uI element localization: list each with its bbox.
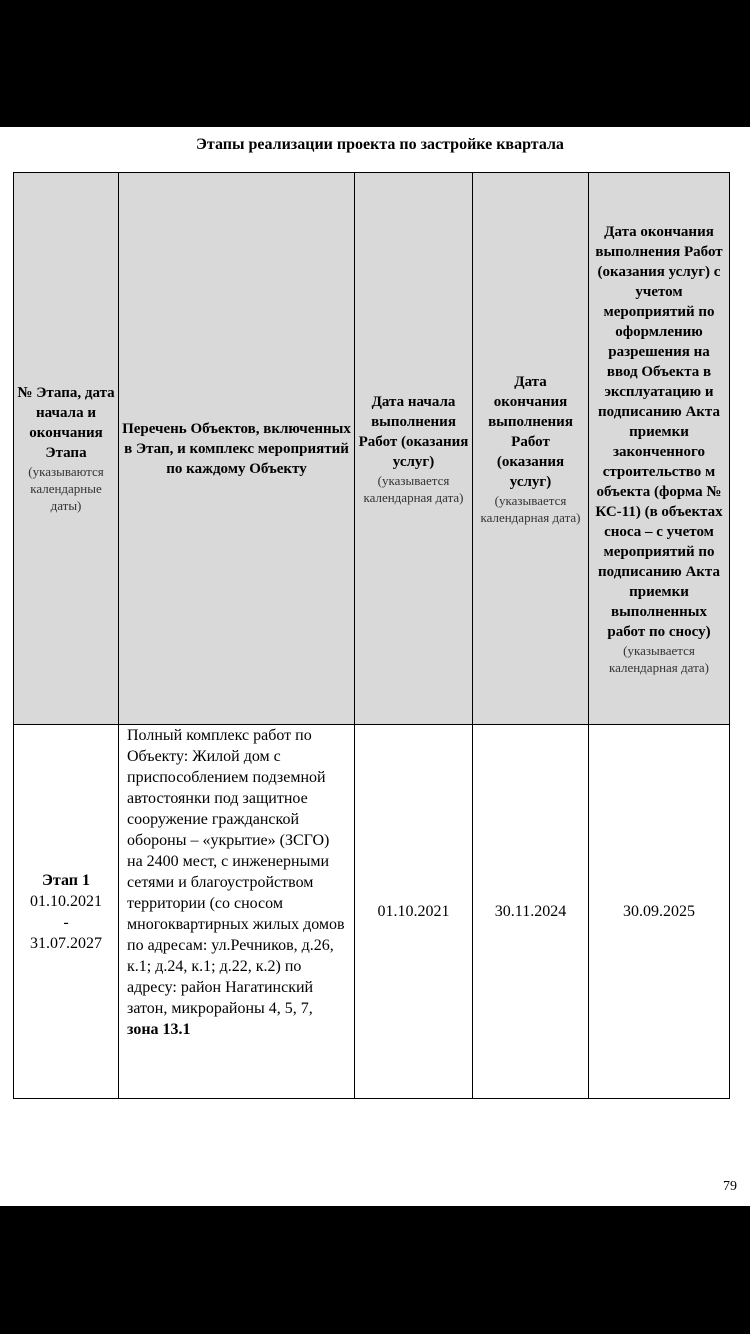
- stage-end: 31.07.2027: [30, 934, 102, 952]
- cell-end-date: 30.11.2024: [473, 725, 589, 1099]
- cell-start-date: 01.10.2021: [355, 725, 473, 1099]
- header-start-date-label: Дата начала выполнения Работ (оказания услуг): [358, 393, 469, 470]
- header-stage-note: (указываются календарные даты): [28, 464, 104, 513]
- table-header-row: [14, 173, 730, 725]
- header-stage: [14, 173, 119, 725]
- header-start-date-note: (указывается календарная дата): [363, 472, 464, 505]
- header-final-date-note: (указывается календарная дата): [608, 642, 710, 675]
- header-end-date-label: Дата окончания выполнения Работ (оказания услуг): [488, 373, 573, 490]
- header-final-date: [589, 173, 730, 725]
- cell-description: [119, 725, 355, 1099]
- header-objects-label: Перечень Объектов, включенных в Этап, и комплекс мероприятий по каждому Объекту: [122, 420, 351, 477]
- document-page: [0, 127, 750, 1206]
- header-stage-label: № Этапа, дата начала и окончания Этапа: [17, 385, 115, 461]
- table-row: [14, 725, 730, 1099]
- header-end-date-note: (указывается календарная дата): [480, 492, 581, 525]
- description-zone: зона 13.1: [127, 1021, 191, 1038]
- cell-stage: [14, 725, 119, 1099]
- stage-label: Этап 1: [42, 871, 90, 889]
- cell-final-date: 30.09.2025: [589, 725, 730, 1099]
- description-text: Полный комплекс работ по Объекту: Жилой дом с приспособлением подземной автостоянки под защитное сооружение гражданской обороны – «укрытие» (ЗСГО) на 2400 мест, с инженерными сетями и благоустройством территории (со сносом многоквартирных жилых домов по адресам: ул.Речников, д.26, к.1; д.24, к.1; д.22, к.2) по адресу: район Нагатинский затон, микрорайоны 4, 5, 7,: [127, 727, 345, 1017]
- document-title: Этапы реализации проекта по застройке квартала: [196, 136, 564, 153]
- header-end-date: [473, 173, 589, 725]
- header-final-date-label: Дата окончания выполнения Работ (оказания услуг) с учетом мероприятий по оформлению разрешения на ввод Объекта в эксплуатацию и подписанию Акта приемки законченного строительство м объекта (форма № КС-11) (в объектах сноса – с учетом мероприятий по подписанию Акта приемки выполненных работ по сносу): [595, 223, 723, 640]
- stage-dash: -: [63, 913, 69, 931]
- page-number: 79: [723, 1179, 737, 1194]
- stage-start: 01.10.2021: [30, 892, 102, 910]
- header-start-date: [355, 173, 473, 725]
- header-objects: [119, 173, 355, 725]
- stages-table: [13, 172, 730, 1099]
